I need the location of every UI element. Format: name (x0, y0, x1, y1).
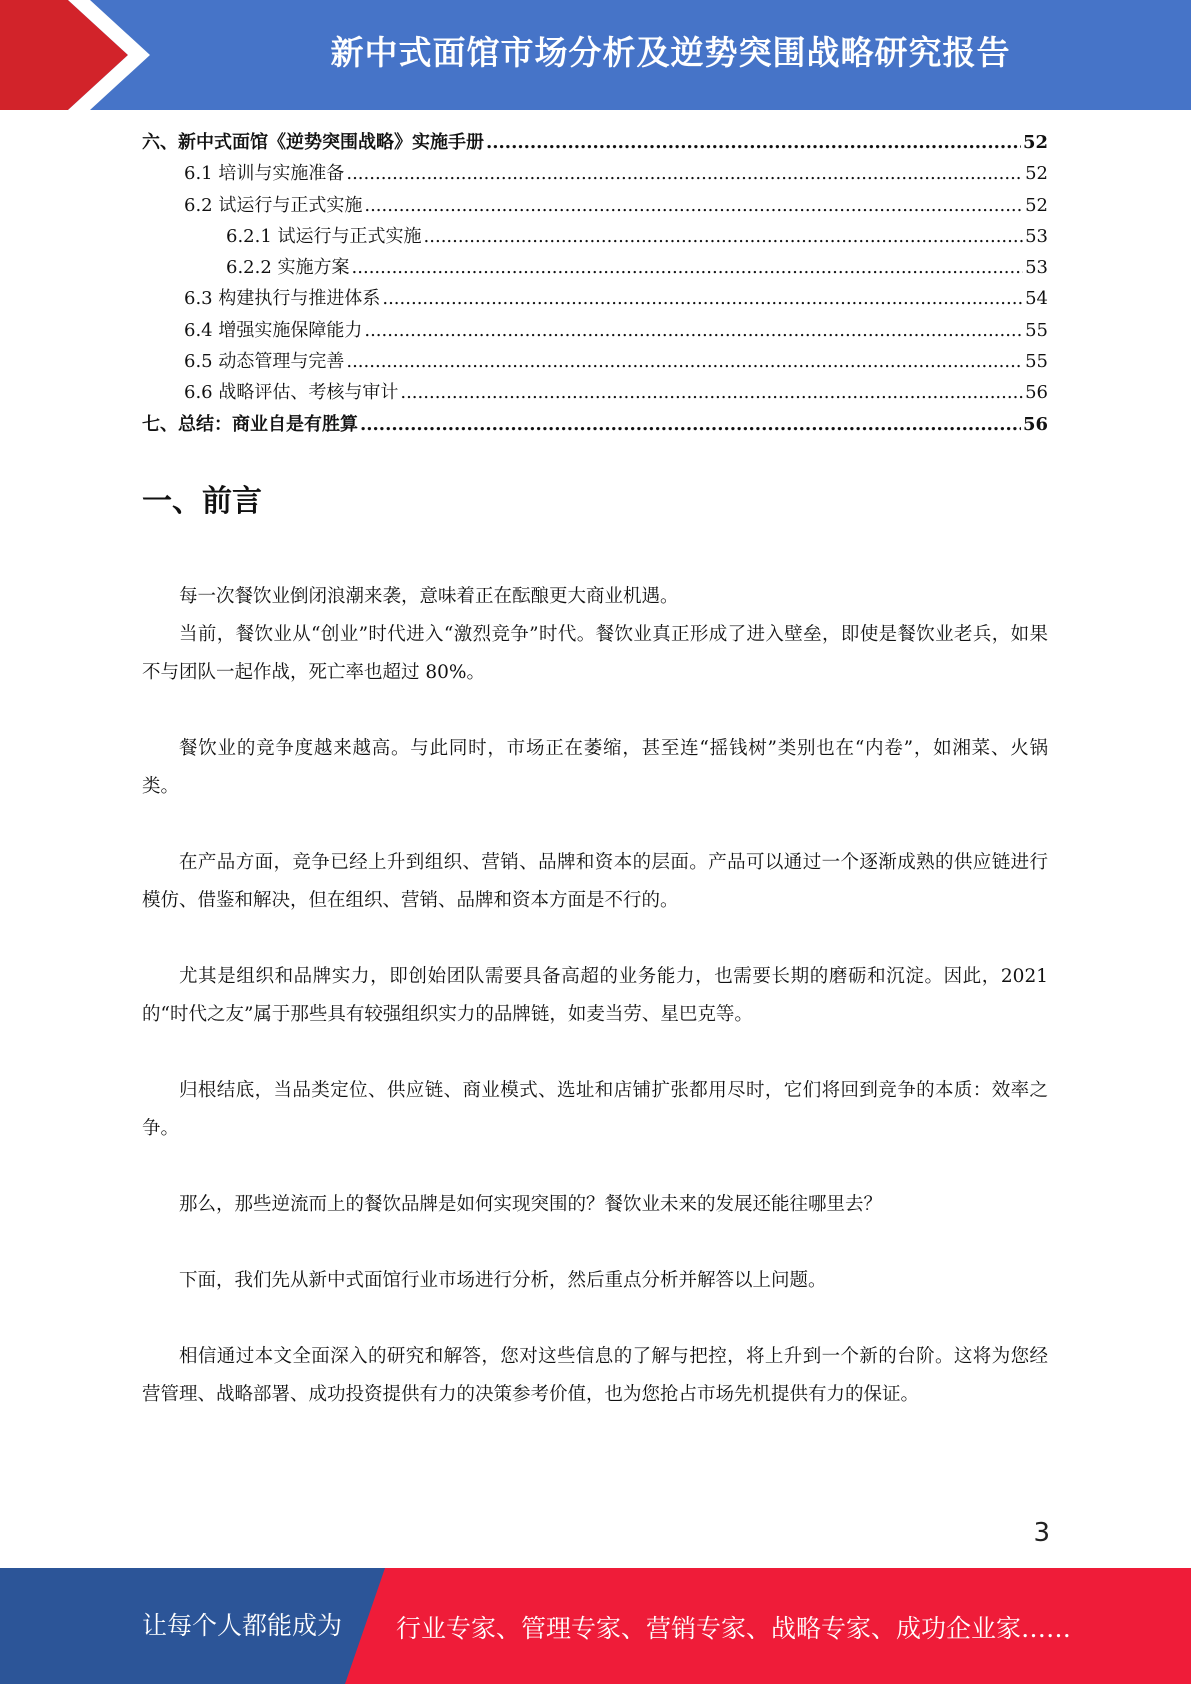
toc-entry-page: 52 (1025, 163, 1048, 185)
paragraph: 下面，我们先从新中式面馆行业市场进行分析，然后重点分析并解答以上问题。 (179, 1270, 827, 1291)
paragraph: 餐饮业的竞争度越来越高。与此同时，市场正在萎缩，甚至连“摇钱树”类别也在“内卷”，如湘菜、火锅类。 (142, 738, 1048, 797)
toc-entry-label: 6.2.2 实施方案 (226, 257, 350, 279)
toc-entry[interactable] (142, 191, 1048, 222)
toc-entry[interactable] (142, 410, 1048, 441)
toc-leader-dots (364, 320, 1023, 341)
paragraph: 在产品方面，竞争已经上升到组织、营销、品牌和资本的层面。产品可以通过一个逐渐成熟的供应链进行模仿、借鉴和解决，但在组织、营销、品牌和资本方面是不行的。 (142, 852, 1048, 911)
page-number: 3 (1033, 1518, 1050, 1548)
toc-entry-page: 52 (1022, 132, 1048, 153)
toc-entry-label: 6.4 增强实施保障能力 (184, 319, 363, 341)
toc-entry-page: 54 (1025, 288, 1048, 310)
paragraph: 那么，那些逆流而上的餐饮品牌是如何实现突围的？餐饮业未来的发展还能往哪里去？ (179, 1194, 883, 1215)
toc-leader-dots (486, 132, 1021, 153)
toc-entry[interactable] (142, 222, 1048, 253)
toc-entry-label: 6.2.1 试运行与正式实施 (226, 225, 422, 247)
toc-leader-dots (346, 163, 1023, 184)
toc-entry[interactable] (142, 128, 1048, 159)
toc-leader-dots (400, 382, 1023, 403)
toc-leader-dots (364, 195, 1023, 216)
toc-entry[interactable] (142, 284, 1048, 315)
toc-entry[interactable] (142, 378, 1048, 409)
toc-entry[interactable] (142, 253, 1048, 284)
toc-leader-dots (360, 414, 1021, 435)
toc-entry-page: 53 (1025, 225, 1048, 247)
toc-entry[interactable] (142, 347, 1048, 378)
toc-entry-label: 6.2 试运行与正式实施 (184, 194, 363, 216)
toc-entry-label: 6.3 构建执行与推进体系 (184, 288, 381, 310)
toc-entry[interactable] (142, 316, 1048, 347)
paragraph: 相信通过本文全面深入的研究和解答，您对这些信息的了解与把控，将上升到一个新的台阶。这将为您经营管理、战略部署、成功投资提供有力的决策参考价值，也为您抢占市场先机提供有力的保证。 (142, 1346, 1048, 1405)
toc-leader-dots (424, 226, 1024, 247)
report-title: 新中式面馆市场分析及逆势突围战略研究报告 (330, 33, 1011, 72)
toc-entry-label: 6.5 动态管理与完善 (184, 351, 345, 373)
toc-leader-dots (352, 257, 1024, 278)
toc-entry[interactable] (142, 159, 1048, 190)
toc-entry-label: 七、总结：商业自是有胜算 (142, 413, 358, 435)
toc-entry-page: 53 (1025, 257, 1048, 279)
section-heading: 一、前言 (142, 484, 262, 519)
toc-entry-page: 56 (1025, 382, 1048, 404)
paragraph: 当前，餐饮业从“创业”时代进入“激烈竞争”时代。餐饮业真正形成了进入壁垒，即使是餐饮业老兵，如果不与团队一起作战，死亡率也超过 80%。 (142, 624, 1048, 683)
header-banner (0, 0, 1191, 110)
toc-leader-dots (382, 288, 1023, 309)
toc-entry-page: 56 (1022, 413, 1048, 435)
toc-entry-page: 55 (1025, 351, 1048, 373)
footer-slogan-right: 行业专家、管理专家、营销专家、战略专家、成功企业家…… (396, 1614, 1072, 1643)
toc-entry-page: 52 (1025, 194, 1048, 216)
paragraph: 每一次餐饮业倒闭浪潮来袭，意味着正在酝酿更大商业机遇。 (179, 586, 679, 607)
footer-banner (0, 1568, 1191, 1684)
paragraph: 尤其是组织和品牌实力，即创始团队需要具备高超的业务能力，也需要长期的磨砺和沉淀。因此，2021 的“时代之友”属于那些具有较强组织实力的品牌链，如麦当劳、星巴克等。 (142, 966, 1048, 1025)
footer-slogan-left: 让每个人都能成为 (142, 1611, 343, 1640)
toc-leader-dots (346, 351, 1023, 372)
toc-entry-label: 六、新中式面馆《逆势突围战略》实施手册 (142, 132, 484, 153)
toc-entry-page: 55 (1025, 319, 1048, 341)
paragraph: 归根结底，当品类定位、供应链、商业模式、选址和店铺扩张都用尽时，它们将回到竞争的本质：效率之争。 (142, 1080, 1048, 1139)
table-of-contents (142, 128, 1048, 441)
body-text (142, 578, 1048, 1452)
toc-entry-label: 6.6 战略评估、考核与审计 (184, 382, 399, 404)
header-red-chevron (0, 0, 150, 110)
toc-entry-label: 6.1 培训与实施准备 (184, 163, 345, 185)
